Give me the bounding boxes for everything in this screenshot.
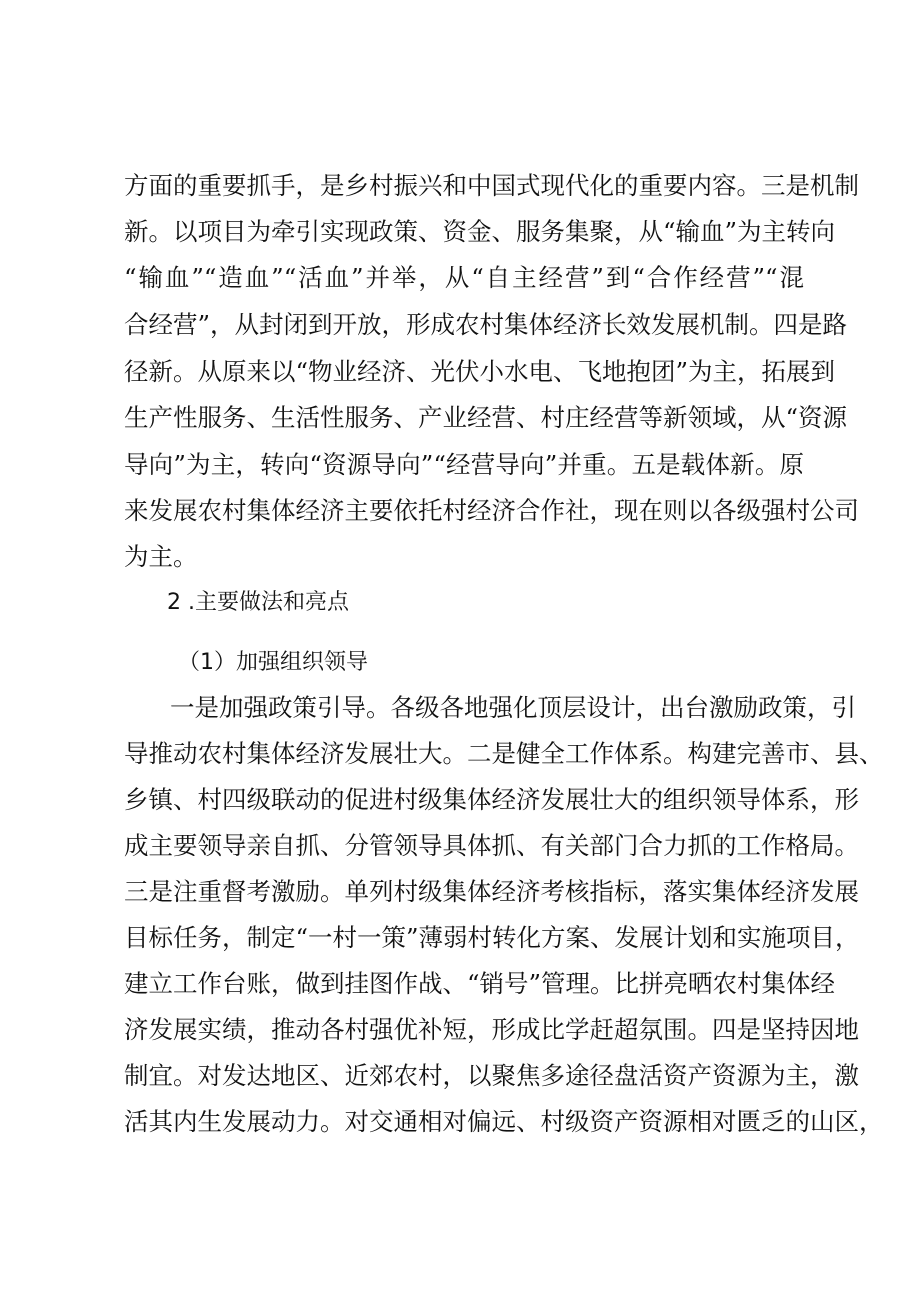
- paragraph-1-line: 来发展农村集体经济主要依托村经济合作社，现在则以各级强村公司: [124, 496, 859, 525]
- paragraph-2-line: 目标任务，制定“一村一策”薄弱村转化方案、发展计划和实施项目，: [124, 923, 860, 952]
- paragraph-1-line: “输血”“造血”“活血”并举，从“自主经营”到“合作经营”“混: [124, 263, 804, 292]
- paragraph-2-line: 导推动农村集体经济发展壮大。二是健全工作体系。构建完善市、县、: [124, 739, 884, 768]
- paragraph-2-line: 济发展实绩，推动各村强优补短，形成比学赶超氛围。四是坚持因地: [124, 1015, 859, 1044]
- paragraph-1-line: 生产性服务、生活性服务、产业经营、村庄经营等新领域，从“资源: [124, 403, 848, 432]
- paragraph-2-line: 成主要领导亲自抓、分管领导具体抓、有关部门合力抓的工作格局。: [124, 831, 859, 860]
- section-heading: 2 .主要做法和亮点: [167, 590, 349, 615]
- paragraph-2-line: 一是加强政策引导。各级各地强化顶层设计，出台激励政策，引: [170, 693, 856, 722]
- paragraph-2-line: 活其内生发展动力。对交通相对偏远、村级资产资源相对匮乏的山区，: [124, 1107, 884, 1136]
- paragraph-1-line: 合经营”，从封闭到开放，形成农村集体经济长效发展机制。四是路: [124, 310, 848, 339]
- paragraph-1-line: 新。以项目为牵引实现政策、资金、服务集聚，从“输血”为主转向: [124, 217, 836, 246]
- paragraph-1-line: 导向”为主，转向“资源导向”“经营导向”并重。五是载体新。原: [124, 450, 804, 479]
- paragraph-2-line: 建立工作台账，做到挂图作战、“销号”管理。比拼亮晒农村集体经: [124, 969, 836, 998]
- paragraph-2-line: 制宜。对发达地区、近郊农村，以聚焦多途径盘活资产资源为主，激: [124, 1061, 859, 1090]
- paragraph-2-line: 乡镇、村四级联动的促进村级集体经济发展壮大的组织领导体系，形: [124, 785, 859, 814]
- subsection-heading: （1）加强组织领导: [178, 650, 368, 675]
- paragraph-1-line: 为主。: [124, 542, 198, 571]
- paragraph-1-line: 方面的重要抓手，是乡村振兴和中国式现代化的重要内容。三是机制: [124, 171, 859, 200]
- paragraph-1-line: 径新。从原来以“物业经济、光伏小水电、飞地抱团”为主，拓展到: [124, 357, 836, 386]
- paragraph-2-line: 三是注重督考激励。单列村级集体经济考核指标，落实集体经济发展: [124, 877, 859, 906]
